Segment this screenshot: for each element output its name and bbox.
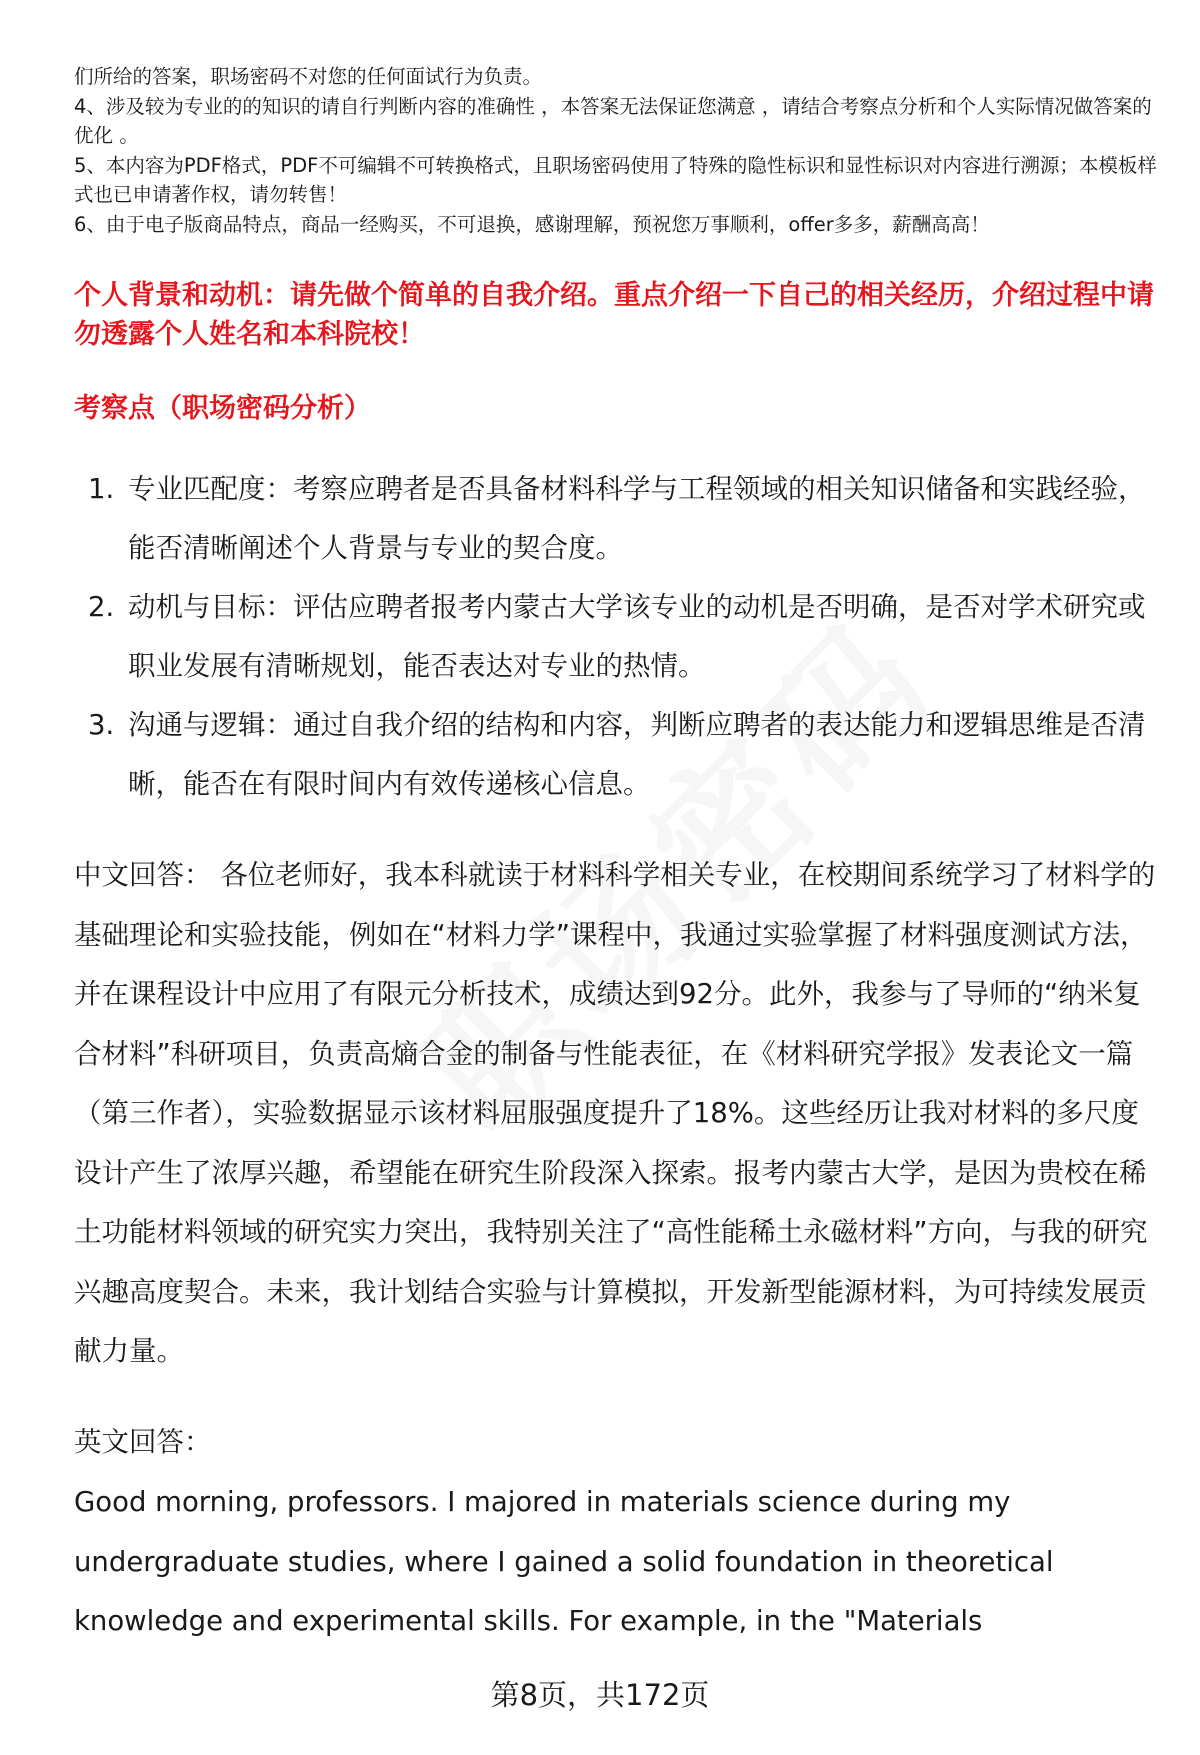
list-text: 动机与目标：评估应聘者报考内蒙古大学该专业的动机是否明确，是否对学术研究或职业发展有清晰规划，能否表达对专业的热情。 [128,591,1146,682]
list-number: 3. [88,709,115,741]
chinese-answer: 中文回答： 各位老师好，我本科就读于材料科学相关专业，在校期间系统学习了材料学的基础理论和实验技能，例如在“材料力学”课程中，我通过实验掌握了材料强度测试方法，并在课程设计中应用了有限元分析技术，成绩达到92分。此外，我参与了导师的“纳米复合材料”科研项目，负责高熵合金的制备与性能表征，在《材料研究学报》发表论文一篇（第三作者），实验数据显示该材料屈服强度提升了18%。这些经历让我对材料的多尺度设计产生了浓厚兴趣，希望能在研究生阶段深入探索。报考内蒙古大学，是因为贵校在稀土功能材料领域的研究实力突出，我特别关注了“高性能稀土永磁材料”方向，与我的研究兴趣高度契合。未来，我计划结合实验与计算模拟，开发新型能源材料，为可持续发展贡献力量。 [74,859,1156,1367]
points-heading: 考察点（职场密码分析） [74,393,371,424]
list-item [74,696,1154,814]
note-line: 们所给的答案，职场密码不对您的任何面试行为负责。 [74,65,543,88]
list-text: 沟通与逻辑：通过自我介绍的结构和内容，判断应聘者的表达能力和逻辑思维是否清晰，能否在有限时间内有效传递核心信息。 [128,709,1146,800]
list-number: 1. [88,473,115,505]
note-line: 5、本内容为PDF格式，PDF不可编辑不可转换格式，且职场密码使用了特殊的隐性标识和显性标识对内容进行溯源；本模板样式也已申请著作权，请勿转售！ [74,153,1157,206]
english-answer: Good morning, professors. I majored in materials science during my undergraduate studies, where I gained a solid foundation in theoretical knowledge and experimental skills. For example, in the "Materials [74,1486,1054,1637]
note-line: 6、由于电子版商品特点，商品一经购买，不可退换，感谢理解，预祝您万事顺利，offer多多，薪酬高高！ [74,212,990,236]
list-item [74,460,1154,578]
assessment-points-list [74,460,1154,814]
page-footer: 第8页，共172页 [490,1678,710,1712]
list-item [74,578,1154,696]
note-line: 4、涉及较为专业的的知识的请自行判断内容的准确性 ，本答案无法保证您满意 ，请结合考察点分析和个人实际情况做答案的优化 。 [74,94,1152,147]
english-answer-label: 英文回答： [74,1426,212,1458]
list-text: 专业匹配度：考察应聘者是否具备材料科学与工程领域的相关知识储备和实践经验，能否清晰阐述个人背景与专业的契合度。 [128,473,1146,564]
disclaimer-notes [74,62,1164,239]
question-heading: 个人背景和动机：请先做个简单的自我介绍。重点介绍一下自己的相关经历，介绍过程中请勿透露个人姓名和本科院校！ [74,280,1154,350]
list-number: 2. [88,591,115,623]
